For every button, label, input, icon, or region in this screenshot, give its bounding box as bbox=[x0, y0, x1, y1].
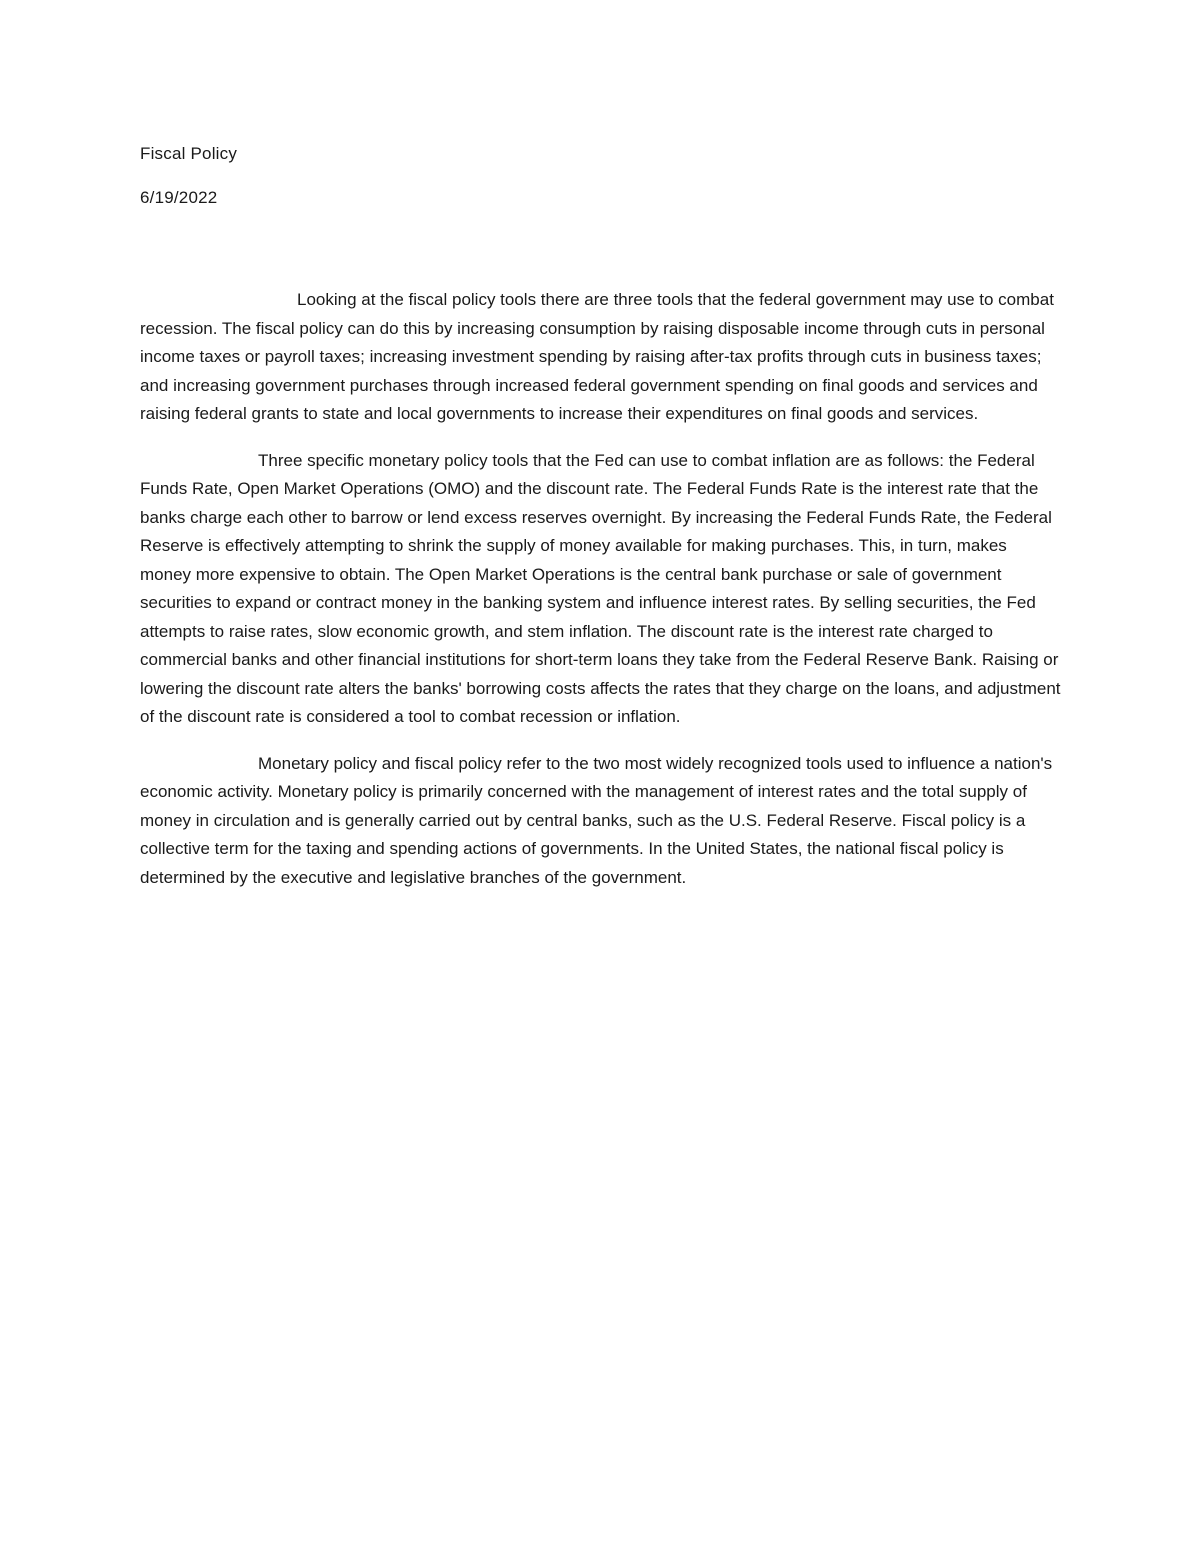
paragraph-fiscal-tools: Looking at the fiscal policy tools there are three tools that the federal government may use to combat recession. The fiscal policy can do this by increasing consumption by raising disposable income through cuts in personal income taxes or payroll taxes; increasing investment spending by raising after-tax profits through cuts in business taxes; and increasing government purchases through increased federal government spending on final goods and services and raising federal grants to state and local governments to increase their expenditures on final goods and services. bbox=[140, 290, 1054, 423]
blank-line bbox=[140, 228, 1062, 286]
paragraph-monetary-vs-fiscal: Monetary policy and fiscal policy refer to the two most widely recognized tools used to influence a nation's economic activity. Monetary policy is primarily concerned with the management of interest rates and the total supply of money in circulation and is generally carried out by central banks, such as the U.S. Federal Reserve. Fiscal policy is a collective term for the taxing and spending actions of governments. In the United States, the national fiscal policy is determined by the executive and legislative branches of the government. bbox=[140, 753, 1053, 887]
document-date: 6/19/2022 bbox=[140, 188, 218, 207]
document-title: Fiscal Policy bbox=[140, 144, 238, 163]
document-body bbox=[140, 140, 1062, 910]
paragraph-monetary-tools: Three specific monetary policy tools that the Fed can use to combat inflation are as follows: the Federal Funds Rate, Open Market Operations (OMO) and the discount rate. The Federal Funds Rate is the interest rate that the banks charge each other to barrow or lend excess reserves overnight. By increasing the Federal Funds Rate, the Federal Reserve is effectively attempting to shrink the supply of money available for making purchases. This, in turn, makes money more expensive to obtain. The Open Market Operations is the central bank purchase or sale of government securities to expand or contract money in the banking system and influence interest rates. By selling securities, the Fed attempts to raise rates, slow economic growth, and stem inflation. The discount rate is the interest rate charged to commercial banks and other financial institutions for short-term loans they take from the Federal Reserve Bank. Raising or lowering the discount rate alters the banks' borrowing costs affects the rates that they charge on the loans, and adjustment of the discount rate is considered a tool to combat recession or inflation. bbox=[140, 450, 1061, 726]
